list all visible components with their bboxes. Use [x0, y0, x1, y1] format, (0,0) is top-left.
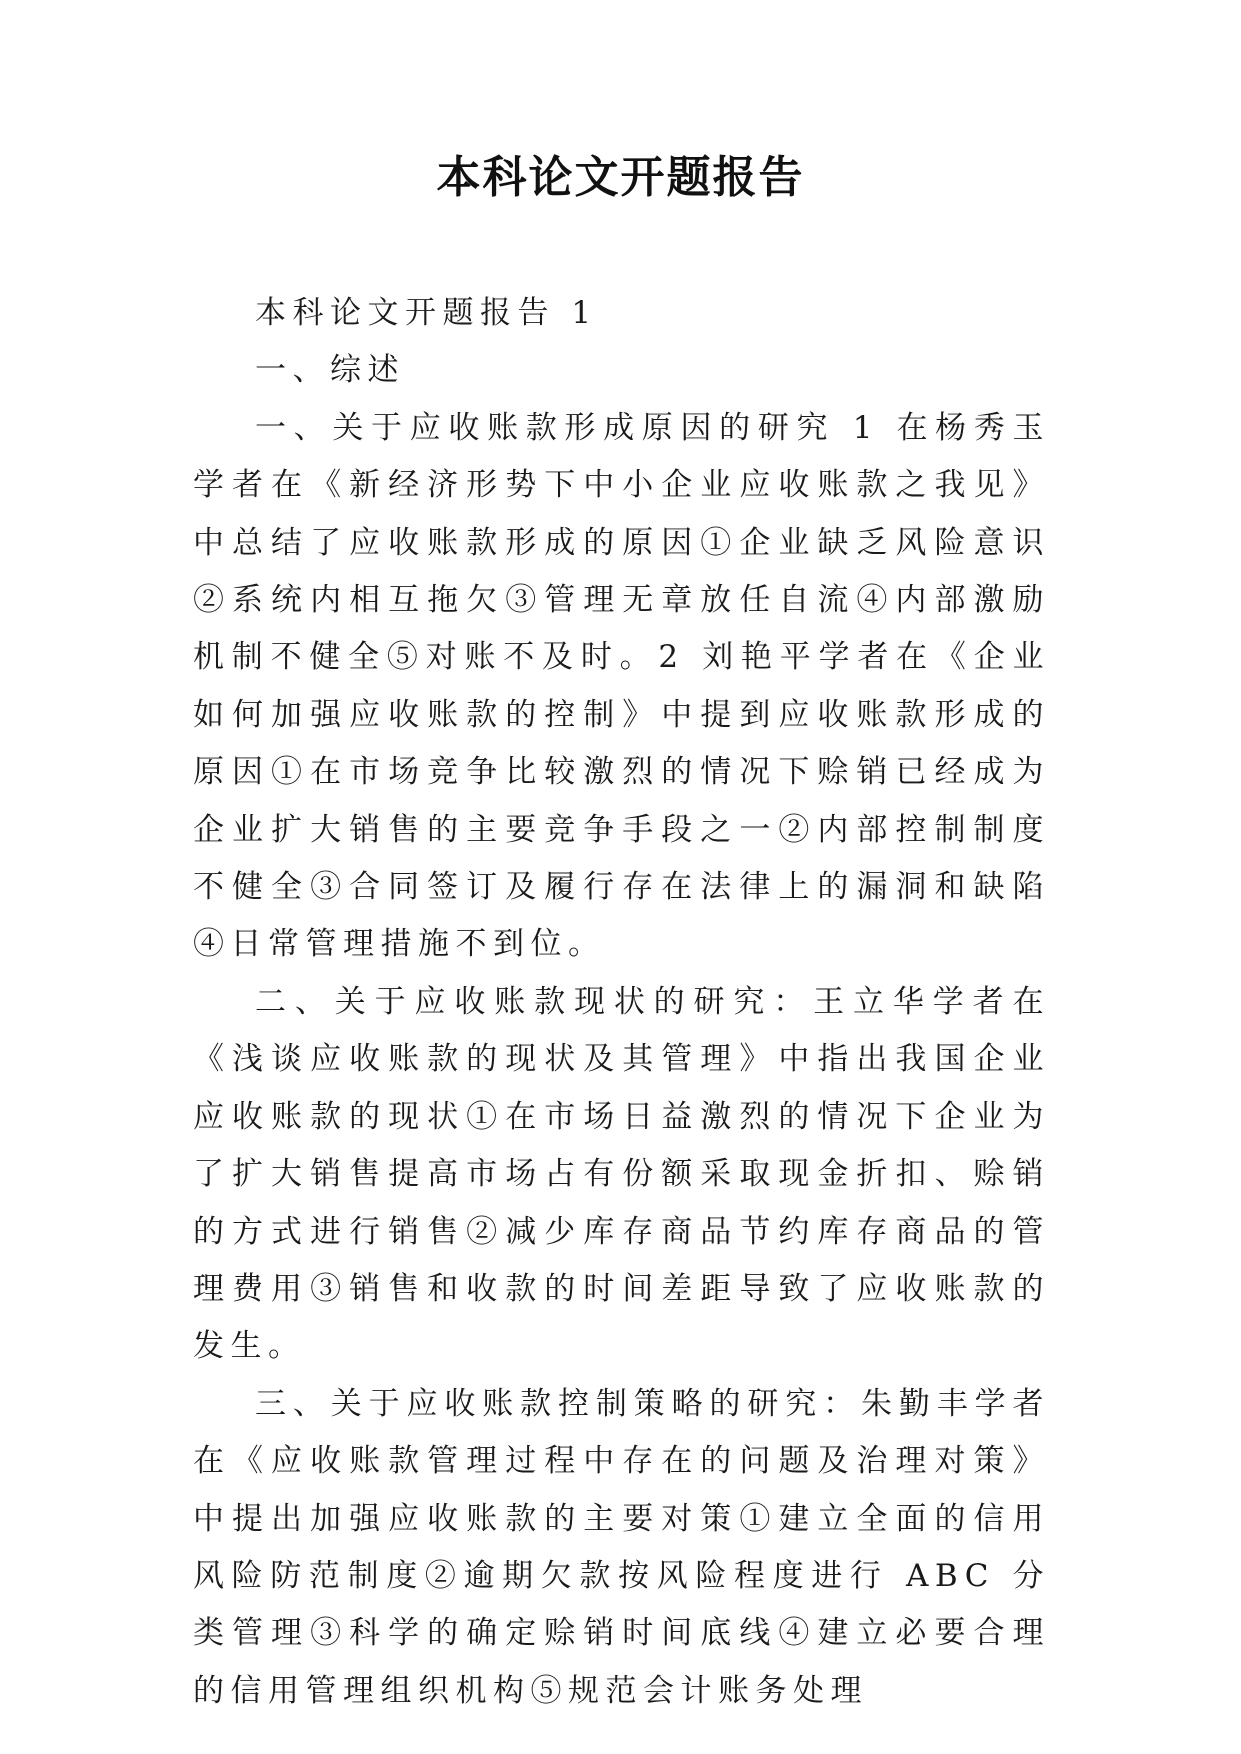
paragraph-status: 二、关于应收账款现状的研究：王立华学者在《浅谈应收账款的现状及其管理》中指出我国企业应收账款的现状①在市场日益激烈的情况下企业为了扩大销售提高市场占有份额采取现金折扣、赊销的方式进行销售②减少库存商品节约库存商品的管理费用③销售和收款的时间差距导致了应收账款的发生。 [193, 983, 1050, 1365]
report-subtitle: 本科论文开题报告 1 [255, 295, 598, 331]
document-body [193, 285, 1050, 1720]
paragraph-causes: 一、关于应收账款形成原因的研究 1 在杨秀玉学者在《新经济形势下中小企业应收账款之我见》中总结了应收账款形成的原因①企业缺乏风险意识②系统内相互拖欠③管理无章放任自流④内部激励机制不健全⑤对账不及时。2 刘艳平学者在《企业如何加强应收账款的控制》中提到应收账款形成的原因①在市场竞争比较激烈的情况下赊销已经成为企业扩大销售的主要竞争手段之一②内部控制制度不健全③合同签订及履行存在法律上的漏洞和缺陷④日常管理措施不到位。 [193, 409, 1050, 963]
document-title: 本科论文开题报告 [436, 152, 805, 203]
section-heading-overview: 一、综述 [255, 352, 405, 389]
paragraph-control-strategy: 三、关于应收账款控制策略的研究：朱勤丰学者在《应收账款管理过程中存在的问题及治理对策》中提出加强应收账款的主要对策①建立全面的信用风险防范制度②逾期欠款按风险程度进行 ABC 分类管理③科学的确定赊销时间底线④建立必要合理的信用管理组织机构⑤规范会计账务处理 [193, 1385, 1050, 1709]
